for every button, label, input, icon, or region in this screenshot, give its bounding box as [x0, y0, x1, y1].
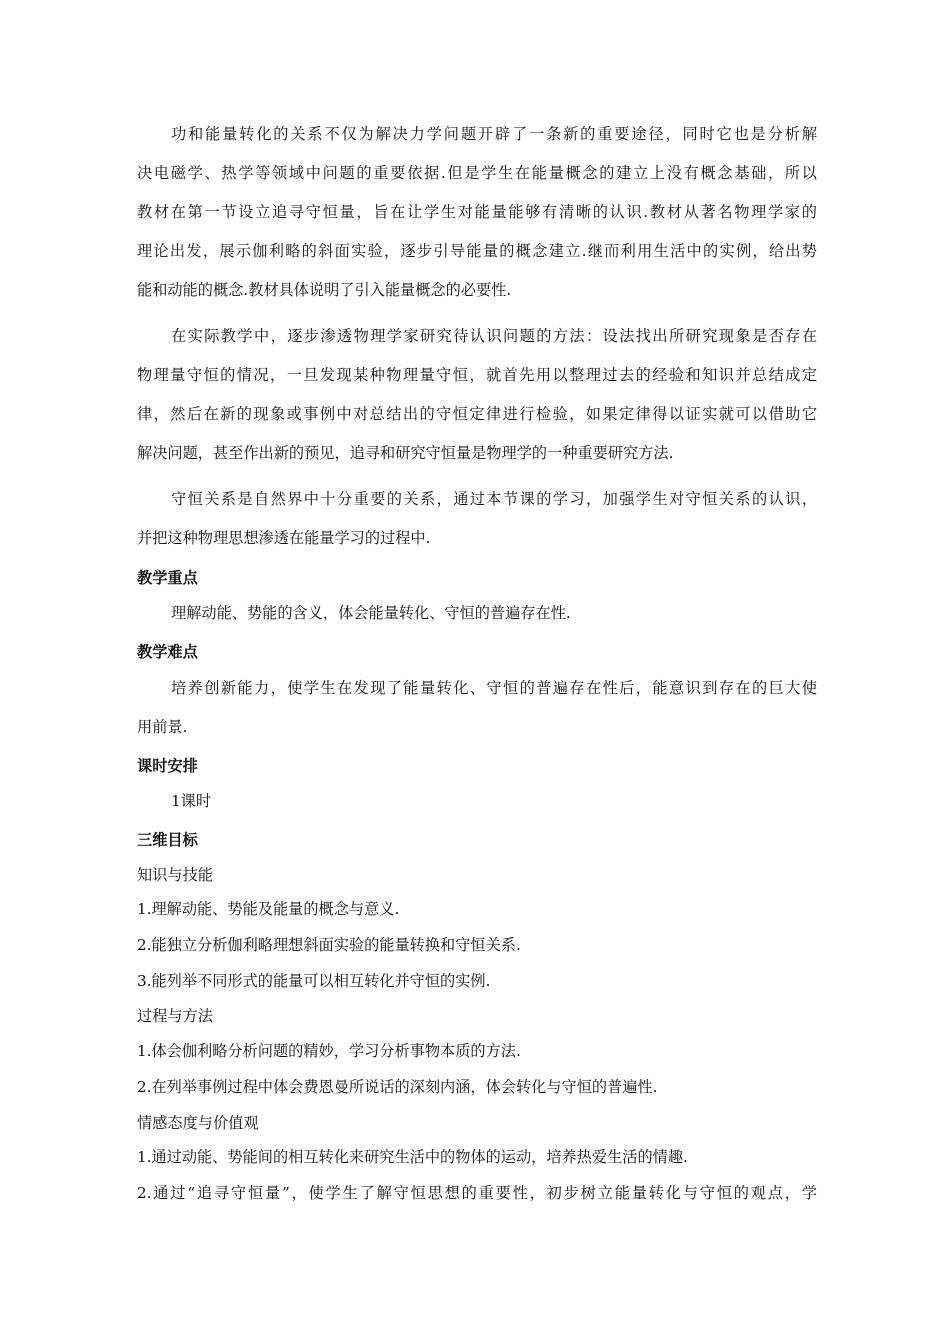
attitude-item: 1.通过动能、势能间的相互转化来研究生活中的物体的运动，培养热爱生活的情趣.	[137, 1148, 688, 1166]
process-item: 1.体会伽利略分析问题的精妙，学习分析事物本质的方法.	[137, 1042, 521, 1060]
attitude-item: 2.通过“追寻守恒量”，使学生了解守恒思想的重要性，初步树立能量转化与守恒的观点，学	[137, 1184, 817, 1202]
key-points-heading: 教学重点	[137, 569, 198, 587]
intro-p3-line1: 守恒关系是自然界中十分重要的关系，通过本节课的学习，加强学生对守恒关系的认识，	[171, 490, 817, 508]
process-title: 过程与方法	[137, 1007, 213, 1025]
attitude-title: 情感态度与价值观	[137, 1114, 259, 1132]
intro-p1-line4: 理论出发，展示伽利略的斜面实验，逐步引导能量的概念建立.继而利用生活中的实例，给出势	[137, 242, 817, 260]
intro-p1-line2: 决电磁学、热学等领域中问题的重要依据.但是学生在能量概念的建立上没有概念基础，所以	[137, 164, 817, 182]
knowledge-item: 2.能独立分析伽利略理想斜面实验的能量转换和守恒关系.	[137, 936, 521, 954]
knowledge-item: 1.理解动能、势能及能量的概念与意义.	[137, 900, 400, 918]
key-points-text: 理解动能、势能的含义，体会能量转化、守恒的普遍存在性.	[171, 604, 571, 622]
difficult-points-line2: 用前景.	[137, 718, 188, 736]
intro-p2-line4: 解决问题，甚至作出新的预见，追寻和研究守恒量是物理学的一种重要研究方法.	[137, 444, 674, 462]
schedule-heading: 课时安排	[137, 757, 198, 775]
knowledge-title: 知识与技能	[137, 866, 213, 884]
intro-p2-line2: 物理量守恒的情况，一旦发现某种物理量守恒，就首先用以整理过去的经验和知识并总结成定	[137, 366, 817, 384]
intro-p1-line3: 教材在第一节设立追寻守恒量，旨在让学生对能量能够有清晰的认识.教材从著名物理学家的	[137, 203, 817, 221]
schedule-text: 1课时	[171, 792, 212, 810]
intro-p3-line2: 并把这种物理思想渗透在能量学习的过程中.	[137, 529, 431, 547]
intro-p2-line3: 律，然后在新的现象或事例中对总结出的守恒定律进行检验，如果定律得以证实就可以借助它	[137, 405, 817, 423]
knowledge-item: 3.能列举不同形式的能量可以相互转化并守恒的实例.	[137, 972, 491, 990]
process-item: 2.在列举事例过程中体会费恩曼所说话的深刻内涵，体会转化与守恒的普遍性.	[137, 1078, 658, 1096]
intro-p1-line5: 能和动能的概念.教材具体说明了引入能量概念的必要性.	[137, 281, 512, 299]
difficult-points-heading: 教学难点	[137, 643, 198, 661]
intro-p1-line1: 功和能量转化的关系不仅为解决力学问题开辟了一条新的重要途径，同时它也是分析解	[171, 125, 817, 143]
objectives-heading: 三维目标	[137, 831, 198, 849]
intro-p2-line1: 在实际教学中，逐步渗透物理学家研究待认识问题的方法：设法找出所研究现象是否存在	[171, 327, 817, 345]
difficult-points-line1: 培养创新能力，使学生在发现了能量转化、守恒的普遍存在性后，能意识到存在的巨大使	[171, 679, 817, 697]
